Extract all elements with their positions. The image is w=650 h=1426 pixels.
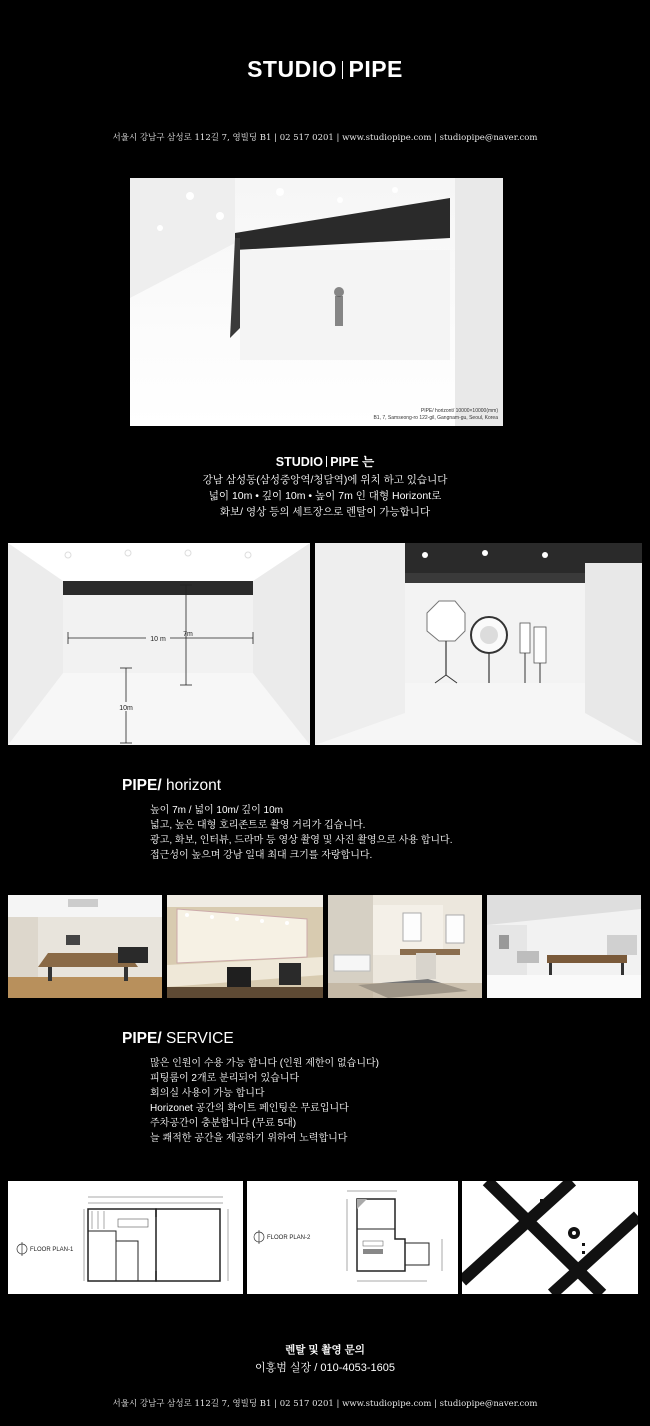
intro-line-3: 화보/ 영상 등의 세트장으로 렌탈이 가능합니다 bbox=[219, 506, 431, 518]
service-line-4: Horizonet 공간의 화이트 페인팅은 무료입니다 bbox=[150, 1103, 349, 1114]
floor-plan-1-label: FLOOR PLAN-1 bbox=[30, 1247, 74, 1253]
logo-studio: STUDIO bbox=[247, 56, 337, 82]
lounge-photo bbox=[487, 895, 641, 998]
service-line-5: 주차공간이 충분합니다 (무료 5대) bbox=[150, 1118, 297, 1129]
intro-title-studio: STUDIO bbox=[275, 455, 323, 469]
hero-caption-2: B1, 7, Samseong-ro 122-gil, Gangnam-gu, Seoul, Korea bbox=[373, 415, 498, 421]
floor-plan-2-label: FLOOR PLAN-2 bbox=[267, 1235, 311, 1241]
contact-heading: 렌탈 및 촬영 문의 bbox=[285, 1344, 365, 1356]
studio-dimension-photo bbox=[8, 543, 310, 745]
meeting-room-photo bbox=[8, 895, 162, 998]
horizont-line-2: 넓고, 높은 대형 호리존트로 촬영 거리가 깁습니다. bbox=[150, 820, 366, 831]
contact-name-phone: 이홍범 실장 / 010-4053-1605 bbox=[255, 1362, 395, 1374]
service-title-light: SERVICE bbox=[161, 1030, 234, 1047]
service-list bbox=[150, 1056, 379, 1146]
service-line-3: 회의실 사용이 가능 합니다 bbox=[150, 1088, 265, 1099]
service-line-1: 많은 인원이 수용 가능 합니다 (인원 제한이 없습니다) bbox=[150, 1058, 379, 1069]
service-line-2: 피팅룸이 2개로 분리되어 있습니다 bbox=[150, 1073, 300, 1084]
service-title bbox=[122, 1030, 234, 1048]
intro-title-divider bbox=[326, 456, 327, 467]
dim-depth-label: 10m bbox=[119, 705, 133, 712]
dim-height-label: 7m bbox=[183, 631, 193, 638]
studio-logo bbox=[0, 56, 650, 83]
horizont-line-1: 높이 7m / 넓이 10m/ 깊이 10m bbox=[150, 805, 283, 816]
fitting-room-photo bbox=[328, 895, 482, 998]
hero-caption-1: PIPE/ horizont/ 10000×10000(mm) bbox=[420, 408, 498, 414]
dim-width-label: 10 m bbox=[150, 636, 166, 643]
intro-title bbox=[0, 452, 650, 470]
floor-plan-1 bbox=[8, 1181, 243, 1294]
header-address: 서울시 강남구 삼성로 112길 7, 영빌딩 B1 | 02 517 0201 | www.studiopipe.com | studiopipe@naver.com bbox=[112, 133, 538, 143]
horizont-title bbox=[122, 777, 221, 795]
footer-address: 서울시 강남구 삼성로 112길 7, 영빌딩 B1 | 02 517 0201 | www.studiopipe.com | studiopipe@naver.com bbox=[112, 1399, 538, 1409]
horizont-description bbox=[150, 803, 453, 863]
intro-line-1: 강남 삼성동(삼성중앙역/청담역)에 위치 하고 있습니다 bbox=[202, 474, 448, 486]
horizont-title-light: horizont bbox=[161, 777, 222, 794]
hero-studio-photo bbox=[130, 178, 503, 426]
service-line-6: 늘 쾌적한 공간을 제공하기 위하여 노력합니다 bbox=[150, 1133, 348, 1144]
floor-plan-2 bbox=[247, 1181, 458, 1294]
service-title-bold: PIPE/ bbox=[122, 1030, 162, 1047]
makeup-room-photo bbox=[167, 895, 323, 998]
intro-line-2: 넓이 10m • 깊이 10m • 높이 7m 인 대형 Horizont로 bbox=[208, 490, 442, 502]
logo-pipe: PIPE bbox=[348, 56, 403, 82]
horizont-line-4: 접근성이 높으며 강남 일대 최대 크기를 자랑합니다. bbox=[150, 850, 373, 861]
location-map bbox=[462, 1181, 638, 1294]
logo-divider bbox=[342, 61, 344, 79]
studio-lighting-photo bbox=[315, 543, 642, 745]
horizont-line-3: 광고, 화보, 인터뷰, 드라마 등 영상 촬영 및 사진 촬영으로 사용 합니다. bbox=[150, 835, 453, 846]
horizont-title-bold: PIPE/ bbox=[122, 777, 162, 794]
intro-title-pipe: PIPE 는 bbox=[330, 455, 375, 469]
